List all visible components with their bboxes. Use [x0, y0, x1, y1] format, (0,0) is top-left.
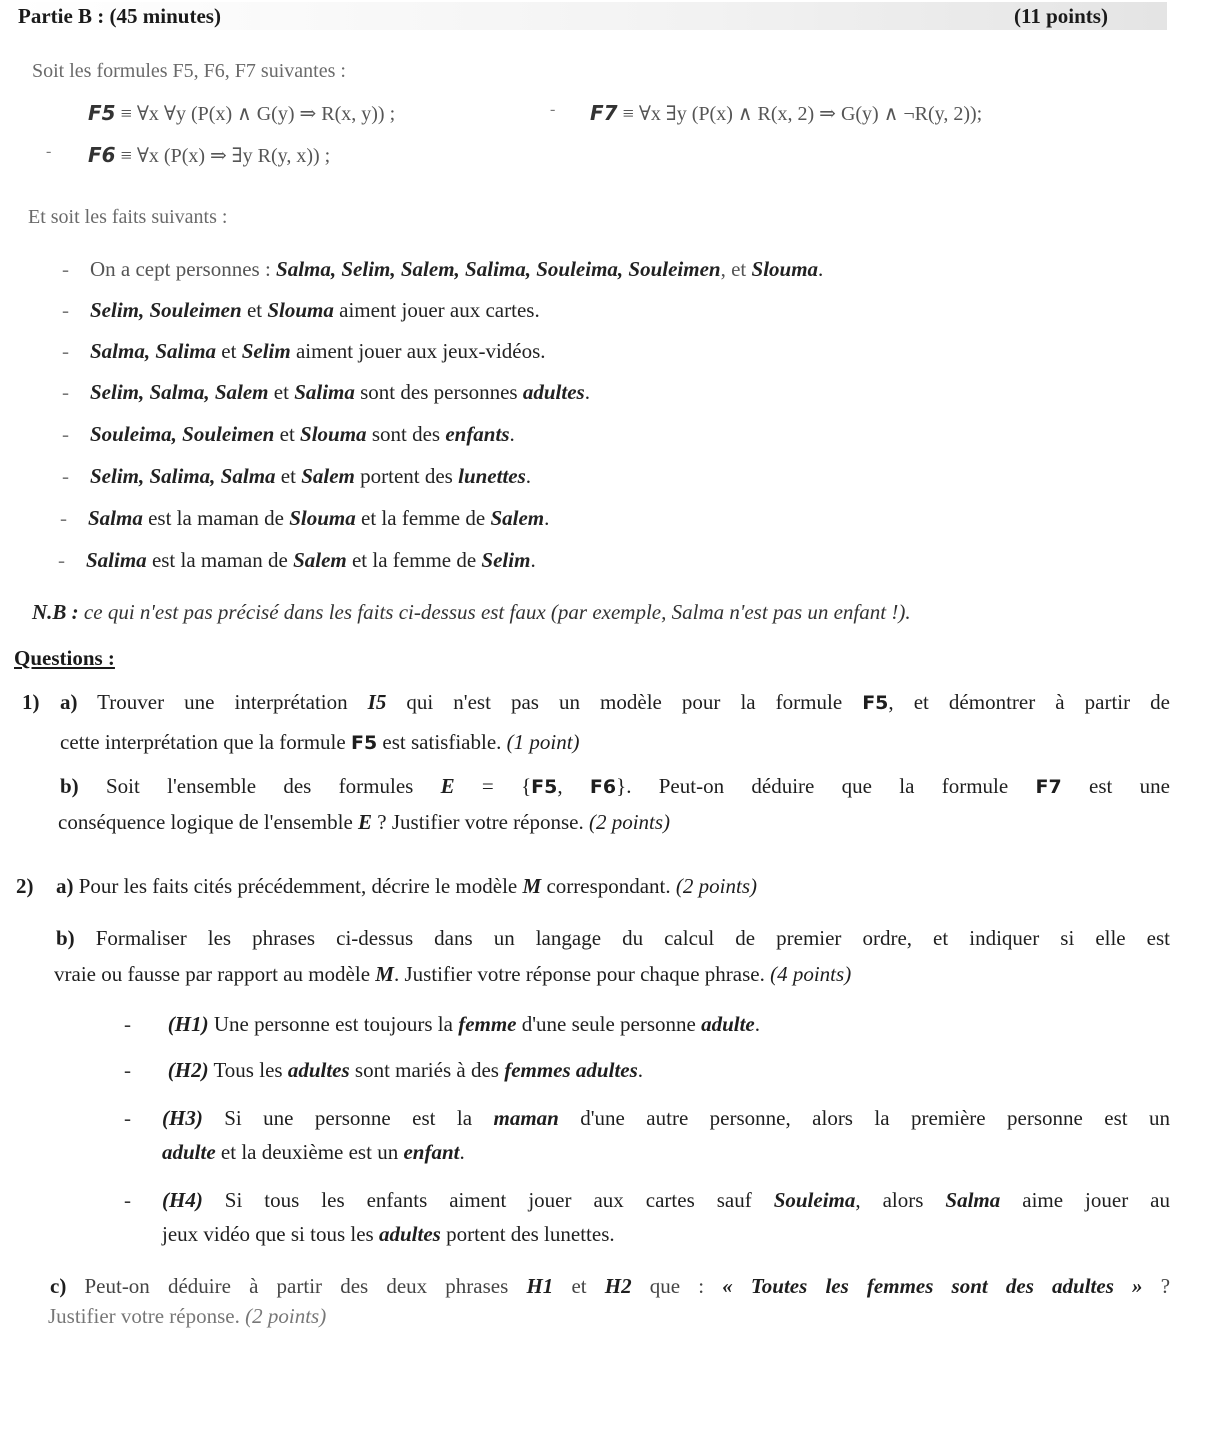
- h3-text: d'une autre personne, alors la première personne est un: [558, 1106, 1170, 1130]
- q2b-text: . Justifier votre réponse pour chaque phrase.: [393, 962, 771, 986]
- h4-line2: [162, 1222, 615, 1247]
- nota-bene: [32, 600, 911, 625]
- q1b-text: }. Peut-on déduire que la formule: [616, 774, 1036, 798]
- fact-5: [62, 422, 515, 447]
- bullet-dash: -: [62, 298, 69, 322]
- h3-keyword: adulte: [162, 1140, 216, 1164]
- bullet-dash: -: [62, 380, 69, 404]
- q2b-text: vraie ou fausse par rapport au modèle: [54, 962, 376, 986]
- fact-names: Selim, Souleimen: [90, 298, 242, 322]
- q2c-points: (2 points): [245, 1304, 327, 1328]
- fact-names: Salma, Salima: [90, 339, 217, 363]
- h4-text: Si tous les enfants aiment jouer aux cartes sauf: [202, 1188, 774, 1212]
- formula-f7-body: ≡ ∀x ∃y (P(x) ∧ R(x, 2) ⇒ G(y) ∧ ¬R(y, 2));: [622, 103, 983, 125]
- q2b-m: M: [375, 962, 394, 986]
- bullet-dash: -: [124, 1106, 131, 1130]
- q2b-text: Formaliser les phrases ci-dessus dans un langage du calcul de premier ordre, et indiquer si elle est: [74, 926, 1170, 950]
- formula-f5-body: ≡ ∀x ∀y (P(x) ∧ G(y) ⇒ R(x, y)) ;: [120, 103, 396, 125]
- questions-title: Questions :: [14, 646, 115, 670]
- fact-text: aiment jouer aux cartes.: [333, 298, 540, 322]
- fact-text: portent des: [354, 464, 459, 488]
- q2a-points: (2 points): [675, 874, 757, 898]
- fact-text: et la femme de: [355, 506, 491, 530]
- h2-keyword: femmes adultes: [504, 1058, 638, 1082]
- q2a-text: correspondant.: [541, 874, 676, 898]
- q1a-i5: I5: [367, 690, 387, 714]
- q2c-label: c): [50, 1274, 67, 1298]
- fact-names: Selim: [241, 339, 291, 363]
- fact-4: [62, 380, 590, 405]
- h2-text: sont mariés à des: [349, 1058, 505, 1082]
- q1a-text: qui n'est pas un modèle pour la formule: [386, 690, 863, 714]
- q2-number: 2): [16, 874, 34, 898]
- q1b-text: conséquence logique de l'ensemble: [58, 810, 359, 834]
- q1b-label: b): [60, 774, 79, 798]
- q1a-line1: [60, 690, 1170, 715]
- q1a-text: cette interprétation que la formule: [60, 730, 351, 754]
- q2c-h1: H1: [526, 1274, 554, 1298]
- formula-dash: -: [550, 101, 556, 118]
- h1-keyword: femme: [458, 1012, 517, 1036]
- bullet-dash: -: [62, 257, 69, 281]
- fact-names: Salima: [294, 380, 355, 404]
- q1b-text: ,: [557, 774, 590, 798]
- fact-text: sont des personnes: [354, 380, 523, 404]
- fact-text: .: [525, 464, 532, 488]
- fact-text: .: [818, 257, 824, 281]
- fact-names: Souleima, Souleimen: [90, 422, 275, 446]
- fact-text: , et: [720, 257, 752, 281]
- fact-names: Slouma: [267, 298, 334, 322]
- fact-6: [62, 464, 531, 489]
- h4-text: aime jouer au: [1000, 1188, 1170, 1212]
- bullet-dash: -: [58, 548, 65, 572]
- fact-1: [62, 257, 823, 282]
- formula-f6-body: ≡ ∀x (P(x) ⇒ ∃y R(y, x)) ;: [120, 145, 331, 167]
- q2c-text: que :: [631, 1274, 723, 1298]
- formula-f5: [88, 101, 395, 126]
- q2c-text: Justifier votre réponse.: [48, 1304, 246, 1328]
- fact-text: .: [530, 548, 536, 572]
- nb-label: N.B :: [32, 600, 79, 624]
- h1-keyword: adulte: [701, 1012, 755, 1036]
- bullet-dash: -: [124, 1058, 131, 1082]
- q1b-text: est une: [1061, 774, 1170, 798]
- formula-dash: -: [46, 143, 52, 160]
- q2c-line2: [48, 1304, 326, 1329]
- fact-text: .: [584, 380, 590, 404]
- fact-text: .: [509, 422, 515, 446]
- fact-text: et: [274, 422, 301, 446]
- fact-keyword: adultes: [522, 380, 585, 404]
- fact-names: Salma: [88, 506, 143, 530]
- fact-3: [62, 339, 546, 364]
- fact-keyword: lunettes: [458, 464, 526, 488]
- fact-names: Selim, Salima, Salma: [90, 464, 276, 488]
- q2b-line1: [56, 926, 1170, 951]
- q1a-label: a): [60, 690, 78, 714]
- bullet-dash: -: [60, 506, 67, 530]
- bullet-dash: -: [62, 464, 69, 488]
- h4-label: (H4): [162, 1188, 203, 1212]
- fact-text: est la maman de: [146, 548, 294, 572]
- facts-intro: Et soit les faits suivants :: [28, 206, 228, 228]
- fact-names: Selim, Salma, Salem: [90, 380, 269, 404]
- bullet-dash: -: [124, 1188, 131, 1212]
- q2a-line: [56, 874, 757, 899]
- q1b-line2: [58, 810, 670, 835]
- fact-text: .: [544, 506, 550, 530]
- fact-names: Salem: [490, 506, 545, 530]
- fact-text: et: [241, 298, 268, 322]
- h3-text: et la deuxième est un: [215, 1140, 404, 1164]
- q2c-line1: [50, 1274, 1170, 1299]
- h2-text: Tous les: [208, 1058, 288, 1082]
- fact-names: Salima: [86, 548, 147, 572]
- h3-text: Si une personne est la: [202, 1106, 494, 1130]
- q1b-e: E: [440, 774, 455, 798]
- q1a-text: Trouver une interprétation: [77, 690, 368, 714]
- q1a-line2: [60, 730, 580, 755]
- q2a-text: Pour les faits cités précédemment, décrire le modèle: [73, 874, 523, 898]
- h2-keyword: adultes: [287, 1058, 350, 1082]
- fact-text: et: [275, 464, 302, 488]
- h1-text: d'une seule personne: [516, 1012, 702, 1036]
- formula-f6: [88, 143, 330, 168]
- h3-line1: [162, 1106, 1170, 1131]
- h4-text: portent des lunettes.: [440, 1222, 615, 1246]
- q2c-text: et: [553, 1274, 605, 1298]
- h2-text: .: [637, 1058, 644, 1082]
- part-title: Partie B : (45 minutes): [18, 4, 221, 28]
- formula-f7: [590, 101, 982, 126]
- q2c-text: ?: [1142, 1274, 1171, 1298]
- h1-item: [124, 1012, 760, 1037]
- q2a-label: a): [56, 874, 74, 898]
- h3-keyword: maman: [493, 1106, 559, 1130]
- q1b-text: = {: [454, 774, 532, 798]
- h4-keyword: Salma: [945, 1188, 1001, 1212]
- fact-2: [62, 298, 540, 323]
- fact-text: et la femme de: [346, 548, 482, 572]
- h1-text: Une personne est toujours la: [208, 1012, 459, 1036]
- bullet-dash: -: [62, 339, 69, 363]
- q2b-label: b): [56, 926, 75, 950]
- bullet-dash: -: [62, 422, 69, 446]
- formulas-intro: Soit les formules F5, F6, F7 suivantes :: [32, 60, 346, 82]
- q1b-e: E: [358, 810, 373, 834]
- h3-keyword: enfant: [403, 1140, 460, 1164]
- h3-label: (H3): [162, 1106, 203, 1130]
- fact-7: [60, 506, 549, 531]
- q1a-text: , et démontrer à partir de: [888, 690, 1170, 714]
- fact-names: Slouma: [751, 257, 819, 281]
- fact-8: [58, 548, 536, 573]
- fact-names: Selim: [481, 548, 531, 572]
- h2-label: (H2): [167, 1058, 209, 1082]
- q2c-text: Peut-on déduire à partir des deux phrases: [66, 1274, 527, 1298]
- formula-f6-name: F6: [88, 143, 116, 167]
- q2b-line2: [54, 962, 851, 987]
- bullet-dash: -: [124, 1012, 131, 1036]
- q1a-f5: F5: [350, 732, 378, 754]
- h4-keyword: adultes: [378, 1222, 441, 1246]
- q1b-line1: [60, 774, 1170, 799]
- q2b-points: (4 points): [770, 962, 852, 986]
- fact-text: sont des: [366, 422, 446, 446]
- fact-names: Slouma: [300, 422, 367, 446]
- q1-number: 1): [22, 690, 40, 714]
- fact-text: est la maman de: [142, 506, 290, 530]
- part-points: (11 points): [1014, 4, 1108, 28]
- fact-text: On a cept personnes :: [90, 257, 277, 281]
- h1-text: .: [754, 1012, 760, 1036]
- q1a-f5: F5: [862, 692, 889, 714]
- h4-line1: [162, 1188, 1170, 1213]
- h2-item: [124, 1058, 643, 1083]
- h3-line2: [162, 1140, 465, 1165]
- h4-text: jeux vidéo que si tous les: [162, 1222, 379, 1246]
- formula-f7-name: F7: [590, 101, 618, 125]
- q1b-text: ? Justifier votre réponse.: [372, 810, 589, 834]
- h4-text: , alors: [855, 1188, 946, 1212]
- fact-keyword: enfants: [445, 422, 510, 446]
- fact-text: et: [216, 339, 242, 363]
- h3-text: .: [459, 1140, 465, 1164]
- q2c-quote: « Toutes les femmes sont des adultes »: [722, 1274, 1143, 1298]
- q2c-h2: H2: [604, 1274, 632, 1298]
- formula-f5-name: F5: [88, 101, 116, 125]
- q1a-text: est satisfiable.: [377, 730, 507, 754]
- fact-names: Slouma: [289, 506, 356, 530]
- q1b-points: (2 points): [588, 810, 671, 834]
- q2a-m: M: [522, 874, 542, 898]
- q1b-f7: F7: [1035, 776, 1062, 798]
- fact-names: Salem: [293, 548, 347, 572]
- h4-keyword: Souleima: [773, 1188, 856, 1212]
- q1a-points: (1 point): [506, 730, 580, 754]
- h1-label: (H1): [167, 1012, 209, 1036]
- fact-text: et: [268, 380, 295, 404]
- fact-text: aiment jouer aux jeux-vidéos.: [290, 339, 546, 363]
- q1b-f6: F6: [589, 776, 617, 798]
- nb-text: ce qui n'est pas précisé dans les faits ci-dessus est faux (par exemple, Salma n'est pas un enfant !).: [78, 600, 911, 624]
- q1b-text: Soit l'ensemble des formules: [78, 774, 441, 798]
- fact-names: Salma, Selim, Salem, Salima, Souleima, Souleimen: [276, 257, 721, 281]
- q1b-f5: F5: [531, 776, 558, 798]
- fact-names: Salem: [301, 464, 355, 488]
